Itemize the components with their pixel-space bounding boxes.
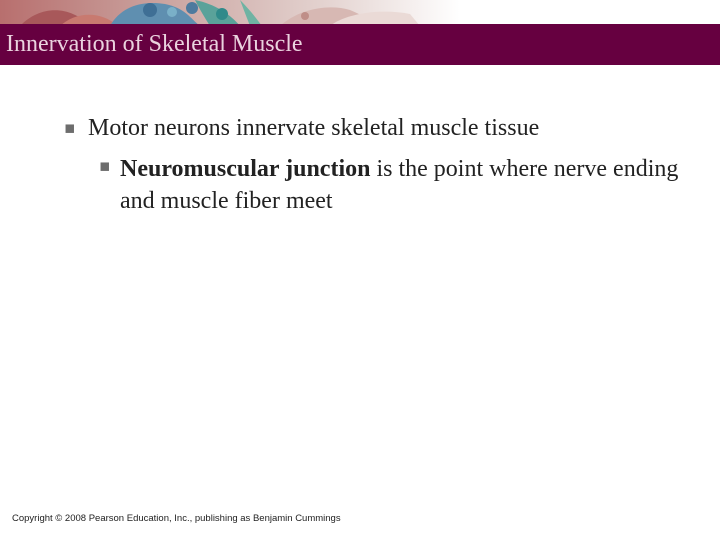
bullet-level1-text: Motor neurons innervate skeletal muscle tissue: [88, 115, 540, 141]
bullet-level2-rest: is the point where nerve ending and muscle fiber meet: [120, 156, 679, 214]
header-decoration-image: [0, 0, 460, 26]
bold-term: Neuromuscular junction: [120, 156, 371, 182]
title-bar: [0, 24, 720, 65]
square-bullet-icon: ▪: [99, 156, 111, 176]
square-bullet-icon: ▪: [64, 118, 76, 138]
copyright-footer: Copyright © 2008 Pearson Education, Inc., publishing as Benjamin Cummings: [12, 513, 341, 524]
slide-title: Innervation of Skeletal Muscle: [6, 31, 303, 57]
bullet-level2-text: [120, 153, 680, 217]
